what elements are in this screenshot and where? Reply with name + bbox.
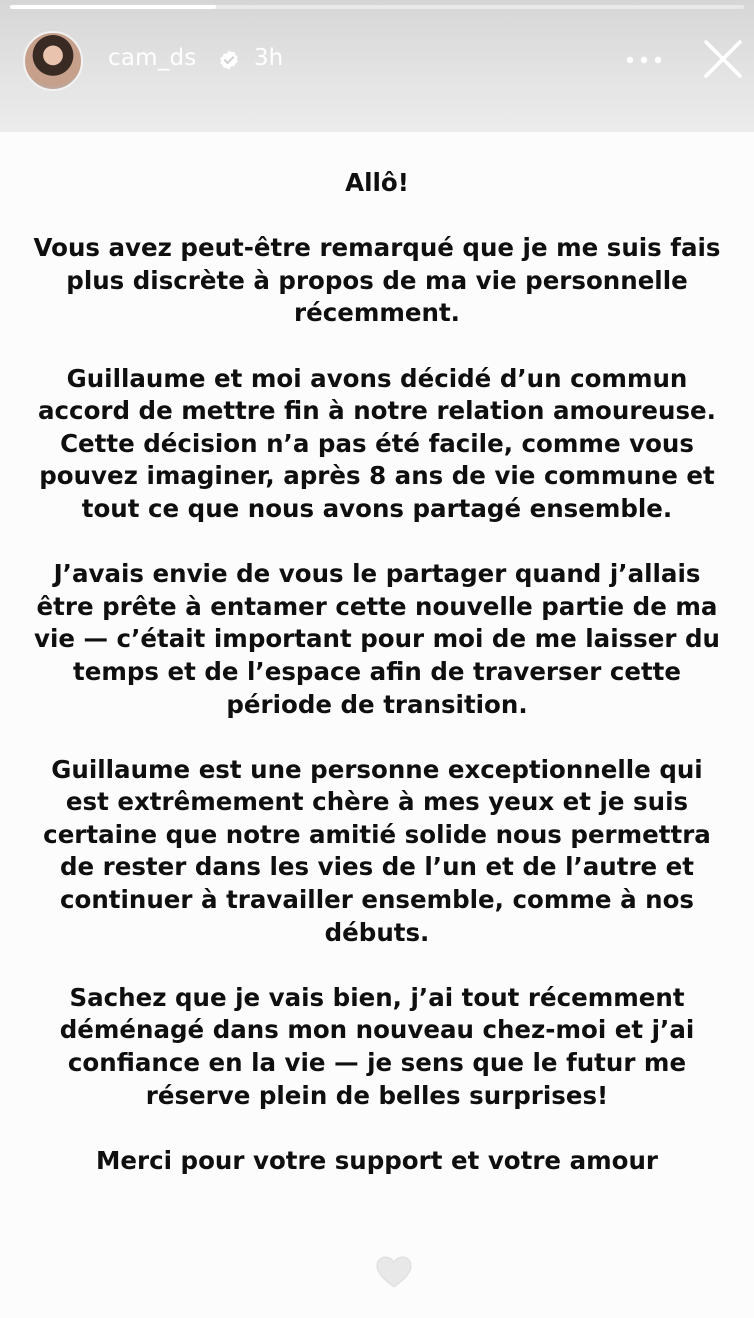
story-paragraph-1: Vous avez peut-être remarqué que je me suis fais plus discrète à propos de ma vie personnelle récemment. <box>33 233 721 328</box>
story-text <box>24 167 730 1210</box>
white-heart-icon <box>375 1255 413 1289</box>
story-paragraph-3: J’avais envie de vous le partager quand j’allais être prête à entamer cette nouvelle partie de ma vie — c’était important pour moi de me laisser du temps et de l’espace afin de traverser cette période de transition. <box>34 559 720 719</box>
avatar[interactable] <box>23 31 83 91</box>
story-timestamp: 3h <box>254 45 284 71</box>
story-paragraph-5: Sachez que je vais bien, j’ai tout récemment déménagé dans mon nouveau chez-moi et j’ai confiance en la vie — je sens que le futur me réserve plein de belles surprises! <box>59 982 695 1110</box>
story-paragraph-4: Guillaume est une personne exceptionnelle qui est extrêmement chère à mes yeux et je suis certaine que notre amitié solide nous permettra de rester dans les vies de l’un et de l’autre et continuer à travailler ensemble, comme à nos débuts. <box>43 754 711 947</box>
more-dots-icon[interactable] <box>620 44 668 76</box>
username[interactable]: cam_ds <box>108 45 197 71</box>
close-icon[interactable] <box>701 37 745 81</box>
story-header <box>0 0 754 132</box>
story-paragraph-2: Guillaume et moi avons décidé d’un commun accord de mettre fin à notre relation amoureuse. Cette décision n’a pas été facile, comme vous pouvez imaginer, après 8 ans de vie commune et tout ce que nous avons partagé ensemble. <box>38 363 716 523</box>
verified-badge-icon <box>218 49 240 71</box>
story-progress-fill <box>10 5 216 9</box>
story-progress-bar <box>10 5 744 9</box>
story-closing: Merci pour votre support et votre amour <box>96 1145 658 1175</box>
story-greeting: Allô! <box>345 168 409 197</box>
